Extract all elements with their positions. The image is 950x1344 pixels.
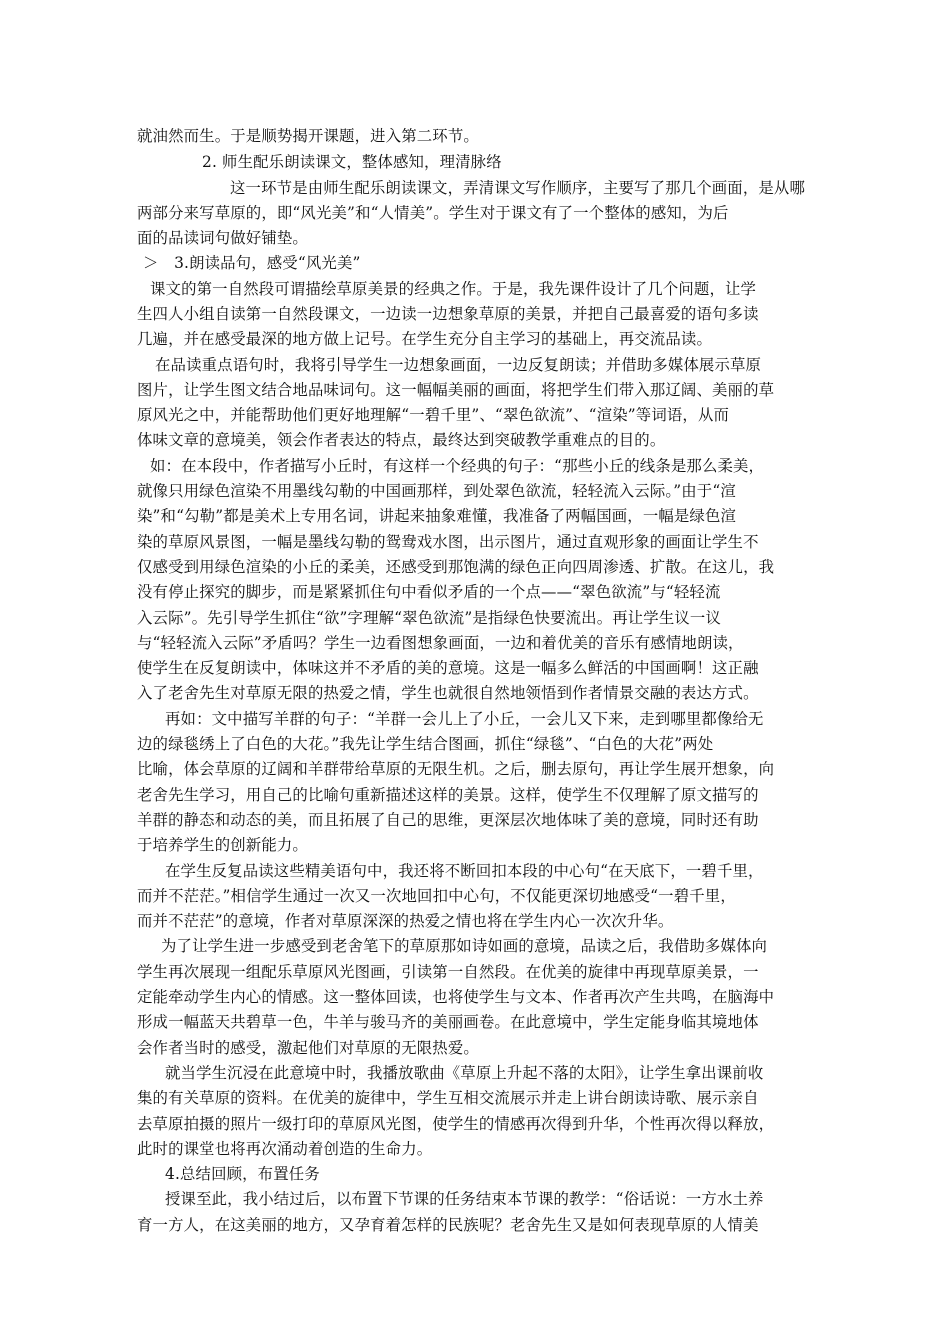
text-line: 定能牵动学生内心的情感。这一整体回读，也将使学生与文本、作者再次产生共鸣，在脑海中 [137,988,775,1006]
section-heading: 4.总结回顾，布置任务 [165,1165,320,1183]
text-line: 原风光之中，并能帮助他们更好地理解“一碧千里”、“翠色欲流”、“渲染”等词语，从而 [137,406,730,424]
text-line: 几遍，并在感受最深的地方做上记号。在学生充分自主学习的基础上，再交流品读。 [137,330,713,348]
text-line: 老舍先生学习，用自己的比喻句重新描述这样的美景。这样，使学生不仅理解了原文描写的 [137,786,759,804]
text-line: 学生再次展现一组配乐草原风光图画，引读第一自然段。在优美的旋律中再现草原美景，一 [137,963,759,981]
text-line: 育一方人，在这美丽的地方，又孕育着怎样的民族呢？老舍先生又是如何表现草原的人情美 [137,1216,759,1234]
section-heading: 2. 师生配乐朗读课文，整体感知，理清脉络 [202,153,502,171]
text-line: 生四人小组自读第一自然段课文，一边读一边想象草原的美景，并把自己最喜爱的语句多读 [137,305,759,323]
text-line: 课文的第一自然段可谓描绘草原美景的经典之作。于是，我先课件设计了几个问题，让学 [150,280,757,298]
text-line: 与“轻轻流入云际”矛盾吗？学生一边看图想象画面，一边和着优美的音乐有感情地朗读， [137,634,744,652]
text-line: 图片，让学生图文结合地品味词句。这一幅幅美丽的画面，将把学生们带入那辽阔、美丽的草 [137,381,775,399]
text-line: 比喻，体会草原的辽阔和羊群带给草原的无限生机。之后，删去原句，再让学生展开想象，向 [137,760,775,778]
text-line: 入了老舍先生对草原无限的热爱之情，学生也就很自然地领悟到作者情景交融的表达方式。 [137,684,759,702]
text-line: 入云际”。先引导学生抓住“欲”字理解“翠色欲流”是指绿色快要流出。再让学生议一议 [137,609,722,627]
text-line: 两部分来写草原的，即“风光美”和“人情美”。学生对于课文有了一个整体的感知，为后 [137,204,729,222]
text-line: 为了让学生进一步感受到老舍笔下的草原那如诗如画的意境，品读之后，我借助多媒体向 [161,937,768,955]
text-line: 边的绿毯绣上了白色的大花。”我先让学生结合图画，抓住“绿毯”、“白色的大花”两处 [137,735,714,753]
text-line: 授课至此，我小结过后，以布置下节课的任务结束本节课的教学：“俗话说：一方水土养 [165,1190,764,1208]
text-line: 于培养学生的创新能力。 [137,836,308,854]
text-line: 集的有关草原的资料。在优美的旋律中，学生互相交流展示并走上讲台朗读诗歌、展示亲自 [137,1089,759,1107]
text-line: 羊群的静态和动态的美，而且拓展了自己的思维，更深层次地体味了美的意境，同时还有助 [137,811,759,829]
text-line: 会作者当时的感受，激起他们对草原的无限热爱。 [137,1039,479,1057]
text-line: 仅感受到用绿色渲染的小丘的柔美，还感受到那饱满的绿色正向四周渗透、扩散。在这儿，我 [137,558,775,576]
text-line: 此时的课堂也将再次涌动着创造的生命力。 [137,1140,433,1158]
text-line: 就油然而生。于是顺势揭开课题，进入第二环节。 [137,127,479,145]
text-line: 这一环节是由师生配乐朗读课文，弄清课文写作顺序，主要写了那几个画面，是从哪 [230,179,806,197]
text-line: 体味文章的意境美，领会作者表达的特点，最终达到突破教学重难点的目的。 [137,431,666,449]
text-line: 染”和“勾勒”都是美术上专用名词，讲起来抽象难懂，我准备了两幅国画，一幅是绿色渲 [137,507,737,525]
text-line: 再如：文中描写羊群的句子：“羊群一会儿上了小丘，一会儿又下来，走到哪里都像给无 [165,710,764,728]
text-line: 染的草原风景图，一幅是墨线勾勒的鸳鸯戏水图，出示图片，通过直观形象的画面让学生不 [137,533,759,551]
text-line: 在学生反复品读这些精美语句中，我还将不断回扣本段的中心句“在天底下，一碧千里， [165,862,764,880]
text-line: 就像只用绿色渲染不用墨线勾勒的中国画那样，到处翠色欲流，轻轻流入云际。”由于“渲 [137,482,736,500]
section-heading: ＞ 3.朗读品句，感受“风光美” [143,254,361,272]
text-line: 使学生在反复朗读中，体味这并不矛盾的美的意境。这是一幅多么鲜活的中国画啊！这正融 [137,659,759,677]
text-line: 形成一幅蓝天共碧草一色，牛羊与骏马齐的美丽画卷。在此意境中，学生定能身临其境地体 [137,1013,759,1031]
text-line: 而并不茫茫。”相信学生通过一次又一次地回扣中心句，不仅能更深切地感受“一碧千里， [137,887,736,905]
text-line: 就当学生沉浸在此意境中时，我播放歌曲《草原上升起不落的太阳》，让学生拿出课前收 [165,1064,764,1082]
text-line: 如：在本段中，作者描写小丘时，有这样一个经典的句子：“那些小丘的线条是那么柔美， [150,457,765,475]
text-line: 在品读重点语句时，我将引导学生一边想象画面，一边反复朗读；并借助多媒体展示草原 [155,356,762,374]
text-line: 面的品读词句做好铺垫。 [137,229,308,247]
text-line: 没有停止探究的脚步，而是紧紧抓住句中看似矛盾的一个点——“翠色欲流”与“轻轻流 [137,583,721,601]
text-line: 而并不茫茫”的意境，作者对草原深深的热爱之情也将在学生内心一次次升华。 [137,912,674,930]
text-line: 去草原拍摄的照片一级打印的草原风光图，使学生的情感再次得到升华，个性再次得以释放， [137,1115,775,1133]
